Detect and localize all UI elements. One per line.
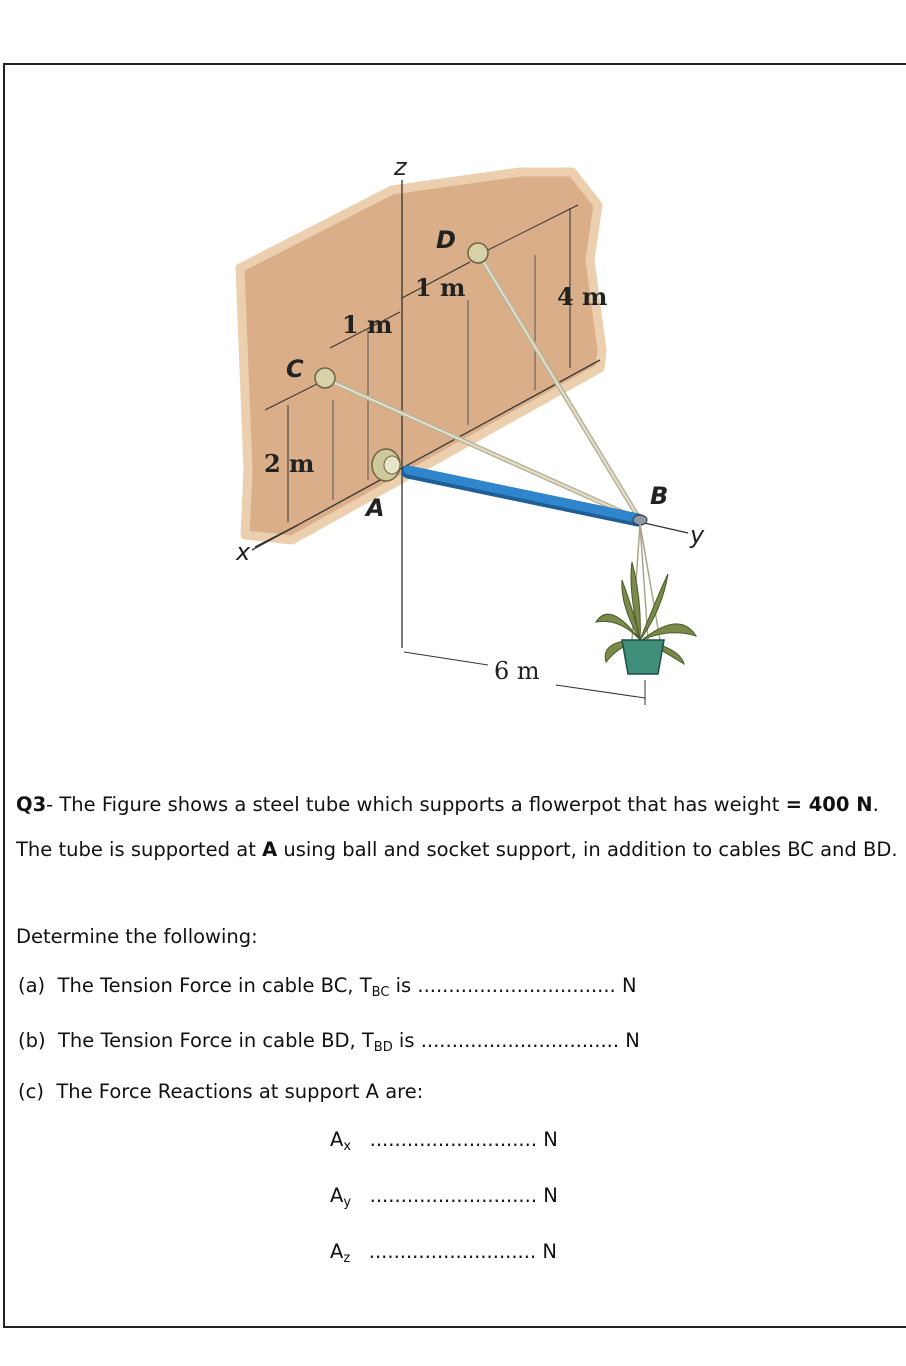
task-b-label: (b) bbox=[18, 1029, 46, 1052]
label-dim-6m: 6 m bbox=[494, 657, 540, 685]
label-dim-2m: 2 m bbox=[264, 449, 315, 478]
question-number: Q3 bbox=[16, 793, 47, 816]
ax-label: A bbox=[330, 1128, 344, 1151]
ay-blank[interactable]: ........................... bbox=[369, 1184, 538, 1207]
task-b bbox=[18, 1029, 640, 1053]
support-a-ball bbox=[384, 456, 400, 474]
az-sub: z bbox=[343, 1251, 351, 1266]
question-text-1: - The Figure shows a steel tube which supports a flowerpot that has weight bbox=[46, 793, 786, 816]
label-z: z bbox=[394, 153, 407, 181]
task-a-sub: BC bbox=[371, 985, 390, 1000]
steel-tube-body bbox=[408, 470, 636, 518]
task-c-text: The Force Reactions at support A are: bbox=[56, 1080, 424, 1103]
ax-sub: x bbox=[343, 1139, 352, 1154]
label-b: B bbox=[650, 482, 669, 510]
task-a-is: is bbox=[389, 974, 412, 997]
task-a-blank[interactable]: ................................ bbox=[417, 974, 616, 997]
task-a bbox=[18, 974, 637, 998]
ax-unit: N bbox=[543, 1128, 558, 1151]
support-point: A bbox=[262, 838, 278, 861]
label-a: A bbox=[366, 494, 385, 522]
ax-blank[interactable]: ........................... bbox=[369, 1128, 538, 1151]
anchor-c bbox=[315, 368, 335, 388]
az-blank[interactable]: ........................... bbox=[368, 1240, 537, 1263]
tasks-intro: Determine the following: bbox=[16, 925, 258, 948]
task-b-sub: BD bbox=[373, 1040, 393, 1055]
az-label: A bbox=[330, 1240, 344, 1263]
az-unit: N bbox=[542, 1240, 557, 1263]
question-line-2 bbox=[16, 838, 898, 862]
anchor-d bbox=[468, 243, 488, 263]
label-d: D bbox=[436, 226, 456, 254]
label-x: x bbox=[236, 538, 251, 566]
flowerpot-icon bbox=[622, 640, 664, 674]
label-dim-1m-d: 1 m bbox=[415, 273, 466, 302]
question-text-2-end: using ball and socket support, in addition to cables BC and BD. bbox=[277, 838, 898, 861]
question-text-2: The tube is supported at bbox=[16, 838, 263, 861]
label-dim-4m: 4 m bbox=[557, 282, 608, 311]
ay-unit: N bbox=[543, 1184, 558, 1207]
ay-sub: y bbox=[343, 1195, 352, 1210]
weight-value: = 400 N bbox=[785, 793, 873, 816]
task-a-unit: N bbox=[621, 974, 637, 997]
question-line-1 bbox=[16, 793, 879, 817]
label-c: C bbox=[286, 355, 304, 383]
question-text-1-end: . bbox=[872, 793, 879, 816]
task-c-label: (c) bbox=[18, 1080, 44, 1103]
reaction-ay bbox=[330, 1184, 558, 1208]
dim-6m-line bbox=[556, 685, 645, 698]
reaction-az bbox=[330, 1240, 557, 1264]
connector-b bbox=[633, 515, 647, 525]
task-b-is: is bbox=[392, 1029, 415, 1052]
label-dim-1m-c: 1 m bbox=[342, 310, 393, 339]
task-b-text: The Tension Force in cable BD, T bbox=[58, 1029, 374, 1052]
ay-label: A bbox=[330, 1184, 344, 1207]
reaction-ax bbox=[330, 1128, 558, 1152]
task-c bbox=[18, 1080, 423, 1104]
task-b-blank[interactable]: ................................ bbox=[420, 1029, 620, 1052]
task-a-text: The Tension Force in cable BC, T bbox=[57, 974, 372, 997]
task-a-label: (a) bbox=[18, 974, 46, 997]
label-y: y bbox=[690, 521, 705, 549]
task-b-unit: N bbox=[625, 1029, 640, 1052]
y-axis-line bbox=[640, 522, 688, 533]
dim-6m-line bbox=[404, 652, 488, 665]
